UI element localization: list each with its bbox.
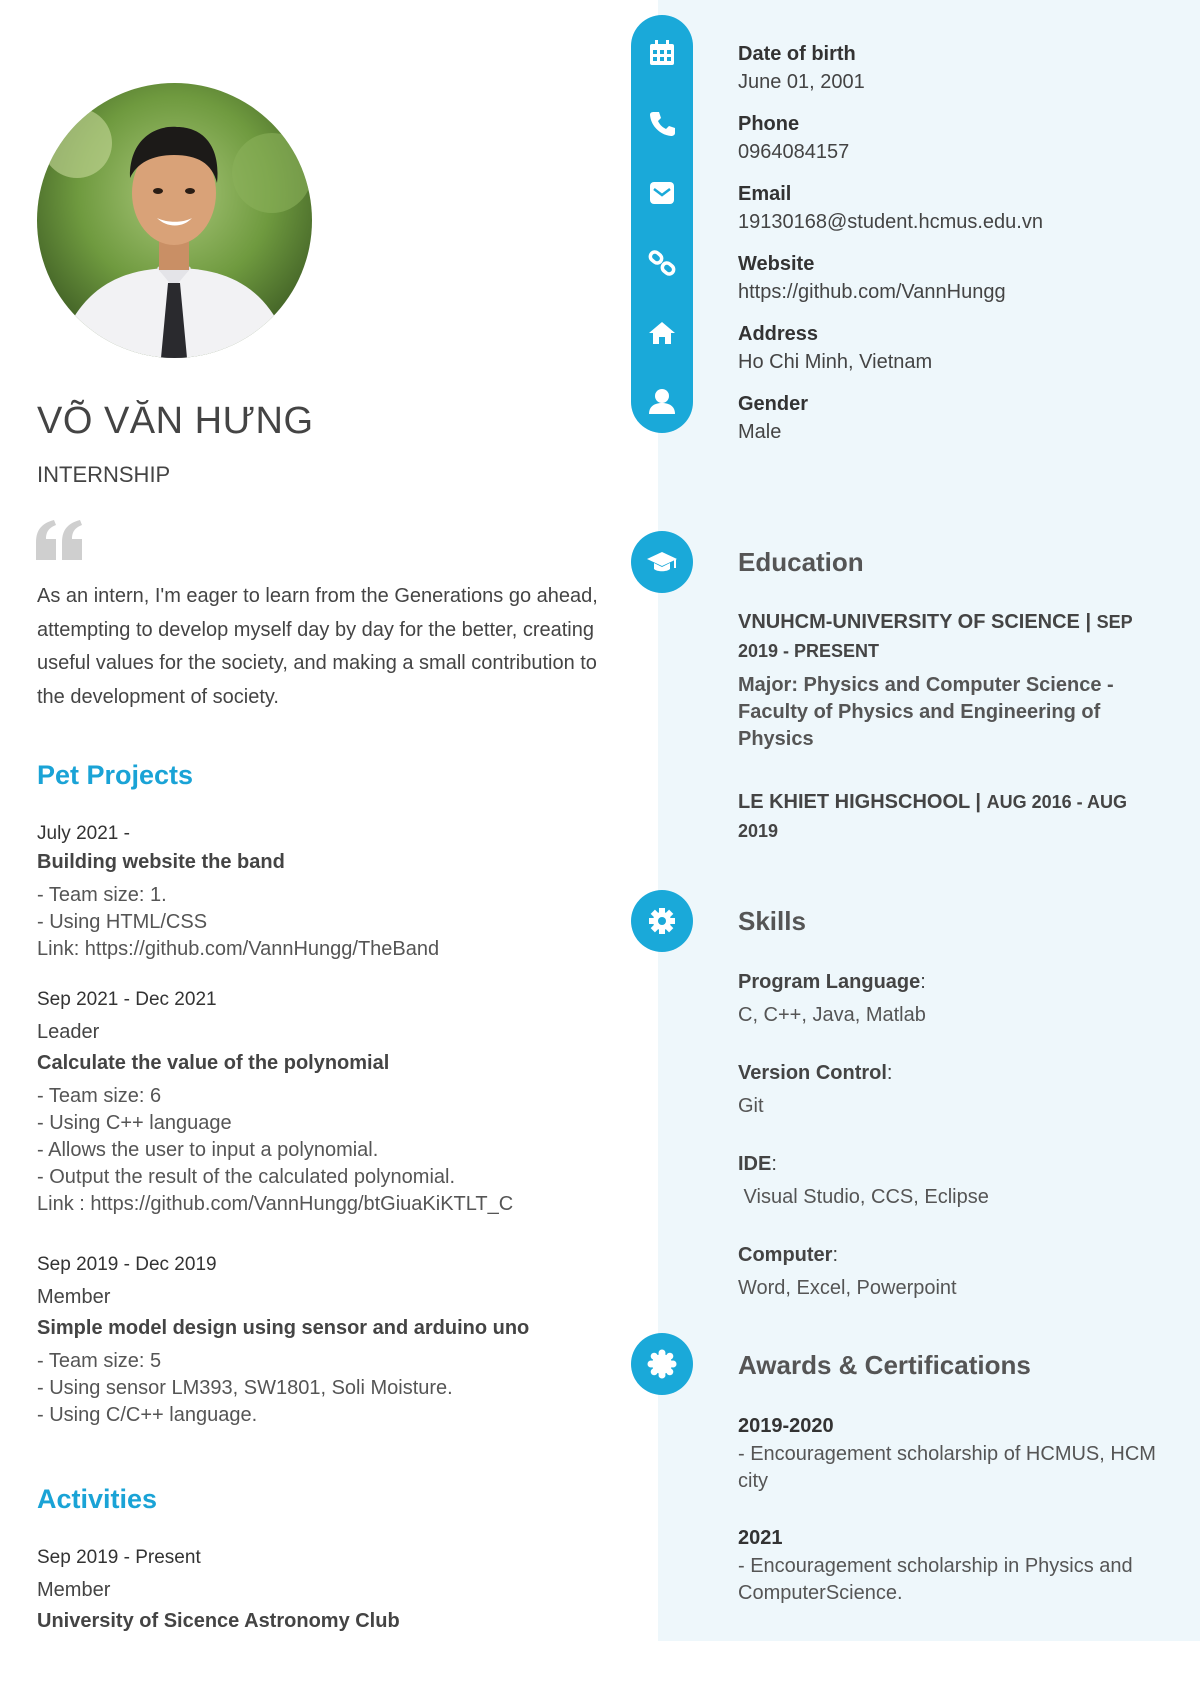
project-description: - Team size: 1. - Using HTML/CSS Link: https://github.com/VannHungg/TheBand <box>37 884 440 960</box>
info-email <box>738 183 1043 234</box>
info-gender <box>738 393 808 444</box>
project-role: Leader <box>37 1021 100 1043</box>
project-title: Simple model design using sensor and arduino uno <box>37 1317 530 1339</box>
info-label: Address <box>738 323 819 345</box>
avatar-photo <box>37 83 312 358</box>
school-period: 2019 <box>738 821 779 841</box>
info-value: 0964084157 <box>738 141 850 163</box>
project-role: Member <box>37 1286 111 1308</box>
skill-name <box>738 971 1158 994</box>
graduation-cap-icon <box>631 531 693 593</box>
project-date: July 2021 - <box>37 823 130 844</box>
project-entry <box>37 1254 637 1429</box>
job-position: INTERNSHIP <box>37 462 171 487</box>
project-entry <box>37 989 637 1218</box>
quote-icon <box>36 520 84 565</box>
info-label: Date of birth <box>738 43 856 65</box>
project-title: Building website the band <box>37 851 285 873</box>
activities-heading: Activities <box>37 1484 158 1514</box>
education-entry <box>738 608 1158 753</box>
envelope-icon <box>648 179 676 207</box>
info-value: https://github.com/VannHungg <box>738 281 1006 303</box>
activity-entry <box>37 1547 637 1633</box>
skill-item <box>738 1153 1158 1209</box>
info-label: Email <box>738 183 792 205</box>
education-heading: Education <box>738 547 864 577</box>
skill-name-text: IDE <box>738 1153 772 1175</box>
project-date: Sep 2021 - Dec 2021 <box>37 989 217 1010</box>
school-major: Major: Physics and Computer Science - Faculty of Physics and Engineering of Physics <box>738 674 1114 750</box>
info-date-of-birth <box>738 43 865 94</box>
project-date: Sep 2019 - Dec 2019 <box>37 1254 217 1275</box>
user-icon <box>648 387 676 415</box>
skill-colon: : <box>832 1244 839 1266</box>
project-entry <box>37 823 637 963</box>
school-title: VNUHCM-UNIVERSITY OF SCIENCE | <box>738 611 1097 633</box>
info-phone <box>738 113 849 164</box>
candidate-name: VÕ VĂN HƯNG <box>37 400 314 442</box>
avatar <box>37 83 312 358</box>
skill-value: Word, Excel, Powerpoint <box>738 1277 957 1299</box>
info-website <box>738 253 1006 304</box>
skills-heading: Skills <box>738 906 806 936</box>
skill-name <box>738 1062 1158 1085</box>
award-badge-icon <box>631 1333 693 1395</box>
skill-colon: : <box>771 1153 777 1175</box>
gear-icon <box>631 890 693 952</box>
skill-value: Visual Studio, CCS, Eclipse <box>738 1186 989 1208</box>
activity-date: Sep 2019 - Present <box>37 1547 201 1568</box>
award-entry <box>738 1527 1158 1607</box>
education-entry <box>738 788 1158 846</box>
school-name <box>738 788 1158 846</box>
school-name <box>738 608 1158 666</box>
skill-colon: : <box>920 971 926 993</box>
skill-value: Git <box>738 1095 764 1117</box>
skill-item <box>738 1244 1158 1300</box>
award-year: 2021 <box>738 1527 783 1549</box>
skill-name-text: Program Language <box>738 971 921 993</box>
project-title: Calculate the value of the polynomial <box>37 1052 390 1074</box>
info-label: Phone <box>738 113 800 135</box>
project-description: - Team size: 5 - Using sensor LM393, SW1801, Soli Moisture. - Using C/C++ language. <box>37 1350 453 1426</box>
link-icon <box>648 249 676 277</box>
skill-name <box>738 1244 1158 1267</box>
skill-colon: : <box>886 1062 893 1084</box>
award-description: - Encouragement scholarship of HCMUS, HCM city <box>738 1443 1156 1492</box>
phone-icon <box>648 109 676 137</box>
info-value: 19130168@student.hcmus.edu.vn <box>738 211 1043 233</box>
skill-name-text: Computer <box>738 1244 833 1266</box>
school-title: LE KHIET HIGHSCHOOL | <box>738 791 987 813</box>
school-period: 2019 - PRESENT <box>738 641 880 661</box>
project-description: - Team size: 6 - Using C++ language - Allows the user to input a polynomial. - Output the result of the calculated polynomial. Link : https://github.com/VannHungg/btGiuaKiKTLT_C <box>37 1085 514 1215</box>
award-description: - Encouragement scholarship in Physics and ComputerScience. <box>738 1555 1133 1604</box>
award-entry <box>738 1415 1158 1495</box>
school-period: SEP <box>1096 612 1133 632</box>
career-objective: As an intern, I'm eager to learn from the Generations go ahead, attempting to develop myself day by day for the better, creating useful values for the society, and making a small contribution to the development of society. <box>37 585 598 708</box>
award-year: 2019-2020 <box>738 1415 834 1437</box>
awards-heading: Awards & Certifications <box>738 1350 1031 1380</box>
skill-name-text: Version Control <box>738 1062 887 1084</box>
info-label: Website <box>738 253 815 275</box>
activity-title: University of Sicence Astronomy Club <box>37 1610 400 1632</box>
school-period: AUG 2016 - AUG <box>986 792 1127 812</box>
info-value: June 01, 2001 <box>738 71 865 93</box>
skill-item <box>738 971 1158 1027</box>
home-icon <box>648 319 676 347</box>
pet-projects-heading: Pet Projects <box>37 760 194 790</box>
info-value: Ho Chi Minh, Vietnam <box>738 351 933 373</box>
skill-item <box>738 1062 1158 1118</box>
info-value: Male <box>738 421 782 443</box>
contact-icon-bar <box>631 15 693 433</box>
info-address <box>738 323 932 374</box>
skill-value: C, C++, Java, Matlab <box>738 1004 926 1026</box>
skill-name <box>738 1153 1158 1176</box>
calendar-icon <box>648 39 676 67</box>
activity-role: Member <box>37 1579 111 1601</box>
info-label: Gender <box>738 393 809 415</box>
